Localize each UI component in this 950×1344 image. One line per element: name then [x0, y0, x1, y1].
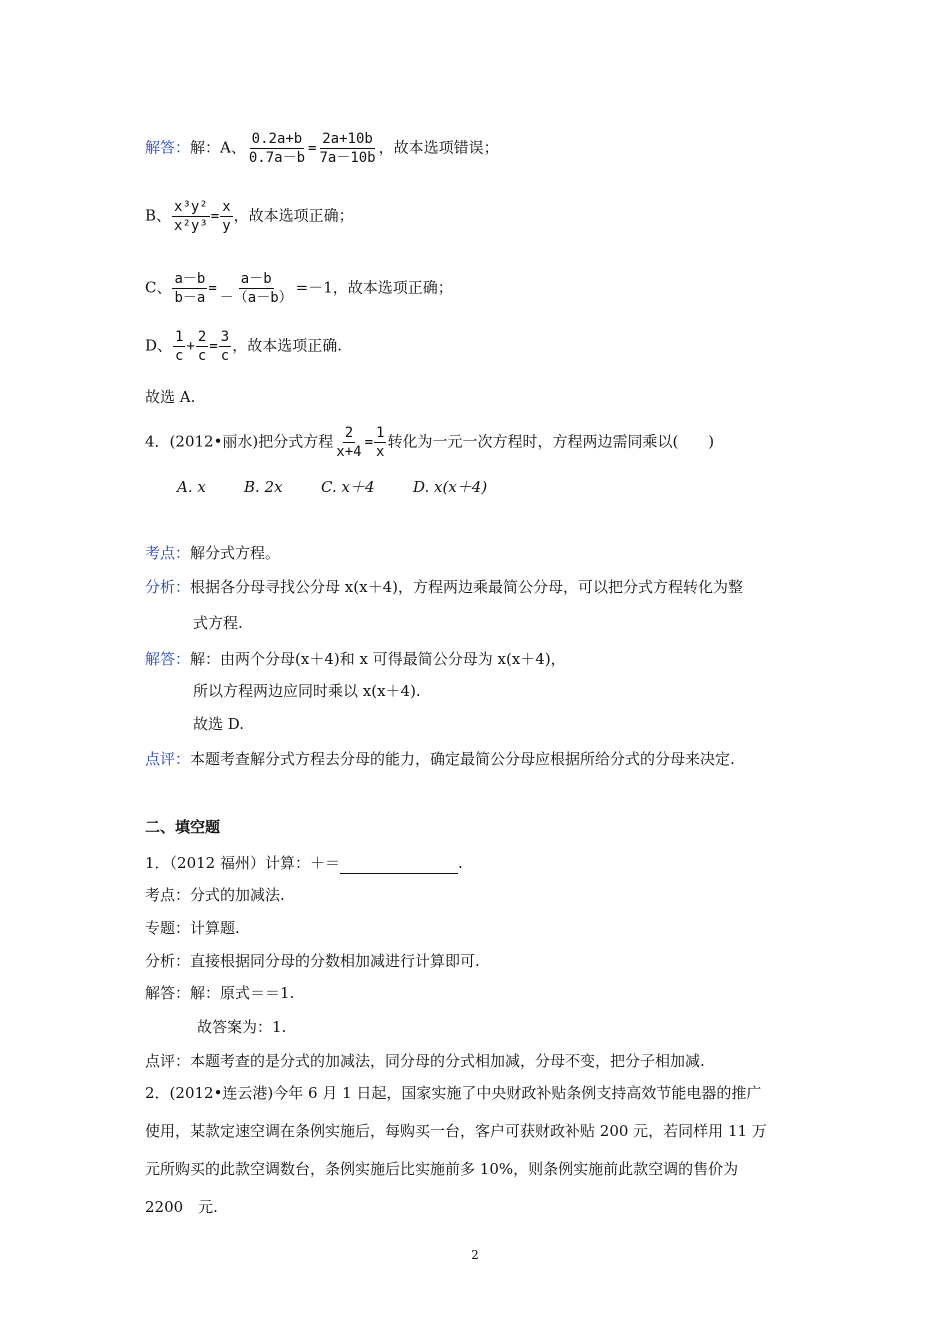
q4-fenxi-cont: 式方程.: [193, 614, 243, 632]
q3-answer-b: B、 $\frac{\text{x³y²}}{\text{x²y³}}$ = $\frac{x}{y}$ ，故本选项正确；: [145, 199, 354, 234]
page-number: 2: [471, 1248, 479, 1262]
fraction: $\frac{2a+10b}{7a-10b}$: [319, 131, 376, 166]
s2-q1-jieda: 解答：解：原式＝＝1.: [145, 984, 295, 1002]
s2-q2-line2: 使用，某款定速空调在条例实施后，每购买一台，客户可获财政补贴 200 元，若同样用 11 万: [145, 1122, 767, 1140]
fraction: $\frac{\text{x³y²}}{\text{x²y³}}$: [174, 199, 208, 234]
q4-stem: 4．(2012•丽水)把分式方程 $\frac{2}{x+4}$ = $\frac{1}{x}$ 转化为一元一次方程时，方程两边需同乘以( ): [145, 425, 715, 460]
q4-dianping: 点评：本题考查解分式方程去分母的能力，确定最简公分母应根据所给分式的分母来决定.: [145, 750, 735, 768]
q4-option-a: A. x: [177, 478, 206, 496]
answer-blank: [340, 857, 458, 874]
section-title: 二、填空题: [145, 818, 221, 836]
q4-jieda-3: 故选 D.: [193, 715, 245, 733]
s2-q1-fenxi: 分析：直接根据同分母的分数相加减进行计算即可.: [145, 952, 480, 970]
fraction: $\frac{2}{c}$: [197, 329, 207, 364]
s2-q1-kaodian: 考点：分式的加减法.: [145, 886, 285, 904]
q4-jieda: 解答：解：由两个分母(x＋4)和 x 可得最简公分母为 x(x＋4)，: [145, 650, 566, 668]
s2-q2-line1: 2．(2012•连云港)今年 6 月 1 日起，国家实施了中央财政补贴条例支持高效节能电器的推广: [145, 1084, 762, 1102]
q3-answer-c: C、 $\frac{a-b}{b-a}$ = $\frac{a-b}{-(a-b)}$ =－1，故本选项正确；: [145, 271, 453, 306]
s2-q1-zhuanti: 专题：计算题.: [145, 919, 240, 937]
q4-jieda-2: 所以方程两边应同时乘以 x(x＋4).: [193, 682, 421, 700]
fraction: $\frac{2}{x+4}$: [336, 425, 362, 460]
q4-option-d: D. x(x＋4): [413, 478, 488, 496]
s2-q1-dianping: 点评：本题考查的是分式的加减法，同分母的分式相加减，分母不变，把分子相加减.: [145, 1052, 705, 1070]
fraction: $\frac{0.2a+b}{0.7a-b}$: [248, 131, 306, 166]
fraction: $\frac{a-b}{-(a-b)}$: [219, 271, 293, 306]
s2-q1-stem: 1．（2012 福州）计算：＋＝ .: [145, 854, 463, 872]
q4-option-b: B. 2x: [244, 478, 283, 496]
q3-conclusion: 故选 A.: [145, 388, 196, 406]
q3-answer-label: 解答: [145, 138, 176, 157]
q4-kaodian: 考点：解分式方程。: [145, 544, 281, 562]
fraction: $\frac{a-b}{b-a}$: [174, 271, 206, 306]
fraction: $\frac{x}{y}$: [222, 199, 231, 234]
s2-q1-answer: 故答案为：1.: [197, 1018, 287, 1036]
s2-q2-line3: 元所购买的此款空调数台，条例实施后比实施前多 10%，则条例实施前此款空调的售价为: [145, 1160, 739, 1178]
q3-answer-a: 解答：解：A、 $\frac{0.2a+b}{0.7a-b}$ = $\frac{2a+10b}{7a-10b}$ ，故本选项错误；: [145, 131, 499, 166]
q4-fenxi: 分析：根据各分母寻找公分母 x(x＋4)，方程两边乘最简公分母，可以把分式方程转化为整: [145, 578, 743, 596]
q3-answer-d: D、 $\frac{1}{c}$ + $\frac{2}{c}$ = $\frac{3}{c}$ ，故本选项正确.: [145, 329, 342, 364]
q4-option-c: C. x＋4: [321, 478, 375, 496]
s2-q2-line4: 2200 元.: [145, 1198, 218, 1216]
fraction: $\frac{3}{c}$: [220, 329, 230, 364]
fraction: $\frac{1}{x}$: [376, 425, 385, 460]
fraction: $\frac{1}{c}$: [175, 329, 184, 364]
